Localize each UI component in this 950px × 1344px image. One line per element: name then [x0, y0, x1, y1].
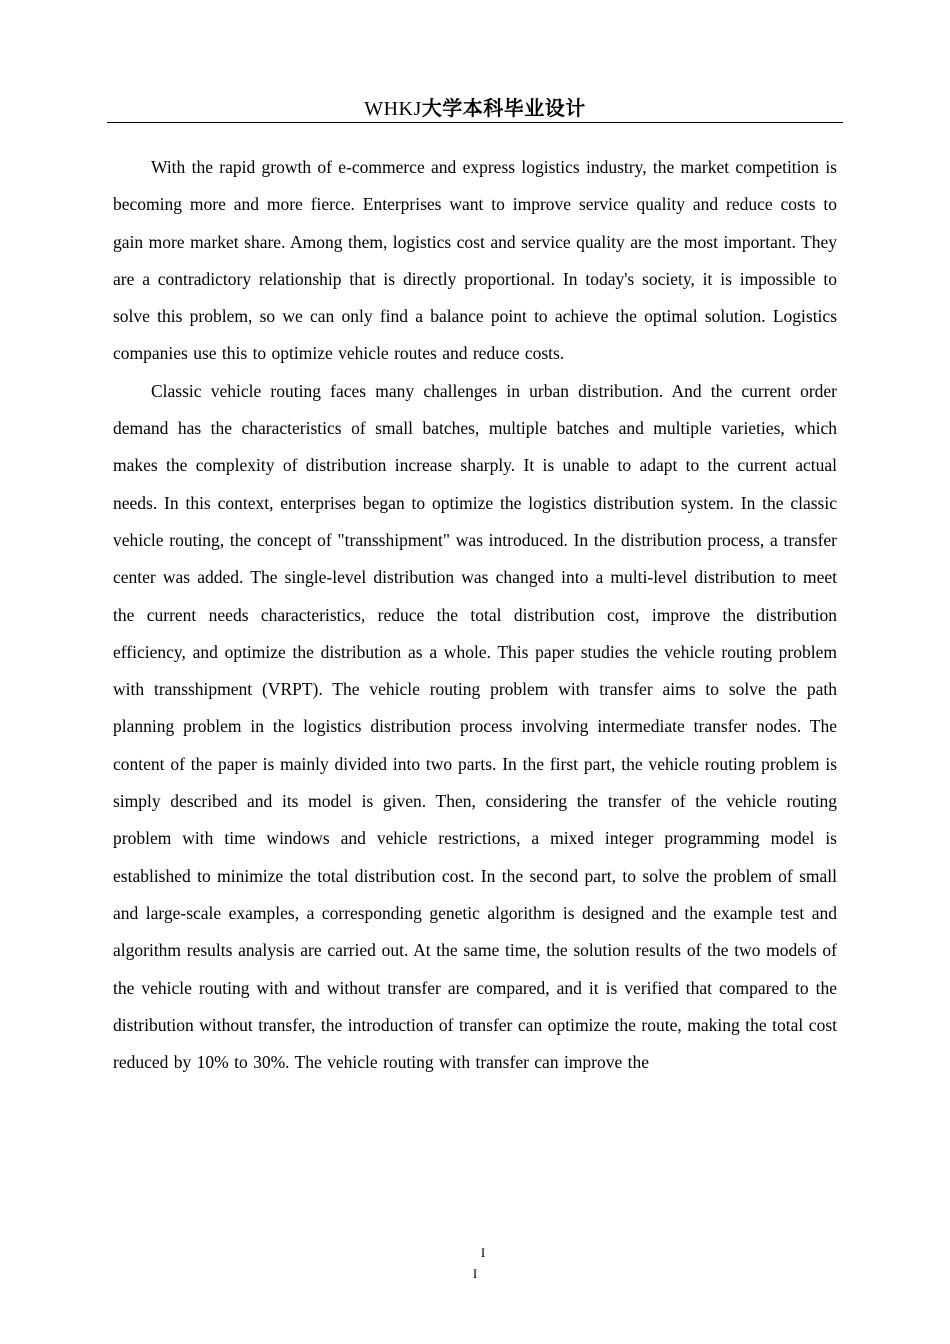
header-title-cjk: 大学本科毕业设计 — [421, 96, 586, 120]
page-number: I — [480, 1245, 486, 1260]
abstract-body — [113, 149, 837, 1081]
header-title-latin: WHKJ — [364, 98, 422, 120]
header-title — [364, 95, 586, 122]
page-number-secondary: I — [472, 1266, 478, 1281]
paragraph-1: With the rapid growth of e-commerce and express logistics industry, the market competition is becoming more and more fierce. Enterprises want to improve service quality and reduce costs to gain more market share. Among them, logistics cost and service quality are the most important. They are a contradictory relationship that is directly proportional. In today's society, it is impossible to solve this problem, so we can only find a balance point to achieve the optimal solution. Logistics companies use this to optimize vehicle routes and reduce costs. — [113, 157, 837, 364]
paragraph-2: Classic vehicle routing faces many challenges in urban distribution. And the current order demand has the characteristics of small batches, multiple batches and multiple varieties, which makes the complexity of distribution increase sharply. It is unable to adapt to the current actual needs. In this context, enterprises began to optimize the logistics distribution system. In the classic vehicle routing, the concept of "transshipment" was introduced. In the distribution process, a transfer center was added. The single-level distribution was changed into a multi-level distribution to meet the current needs characteristics, reduce the total distribution cost, improve the distribution efficiency, and optimize the distribution as a whole. This paper studies the vehicle routing problem with transshipment (VRPT). The vehicle routing problem with transfer aims to solve the path planning problem in the logistics distribution process involving intermediate transfer nodes. The content of the paper is mainly divided into two parts. In the first part, the vehicle routing problem is simply described and its model is given. Then, considering the transfer of the vehicle routing problem with time windows and vehicle restrictions, a mixed integer programming model is established to minimize the total distribution cost. In the second part, to solve the problem of small and large-scale examples, a corresponding genetic algorithm is designed and the example test and algorithm results analysis are carried out. At the same time, the solution results of the two models of the vehicle routing with and without transfer are compared, and it is verified that compared to the distribution without transfer, the introduction of transfer can optimize the route, making the total cost reduced by 10% to 30%. The vehicle routing with transfer can improve the — [113, 380, 837, 1073]
page-header — [107, 95, 843, 123]
